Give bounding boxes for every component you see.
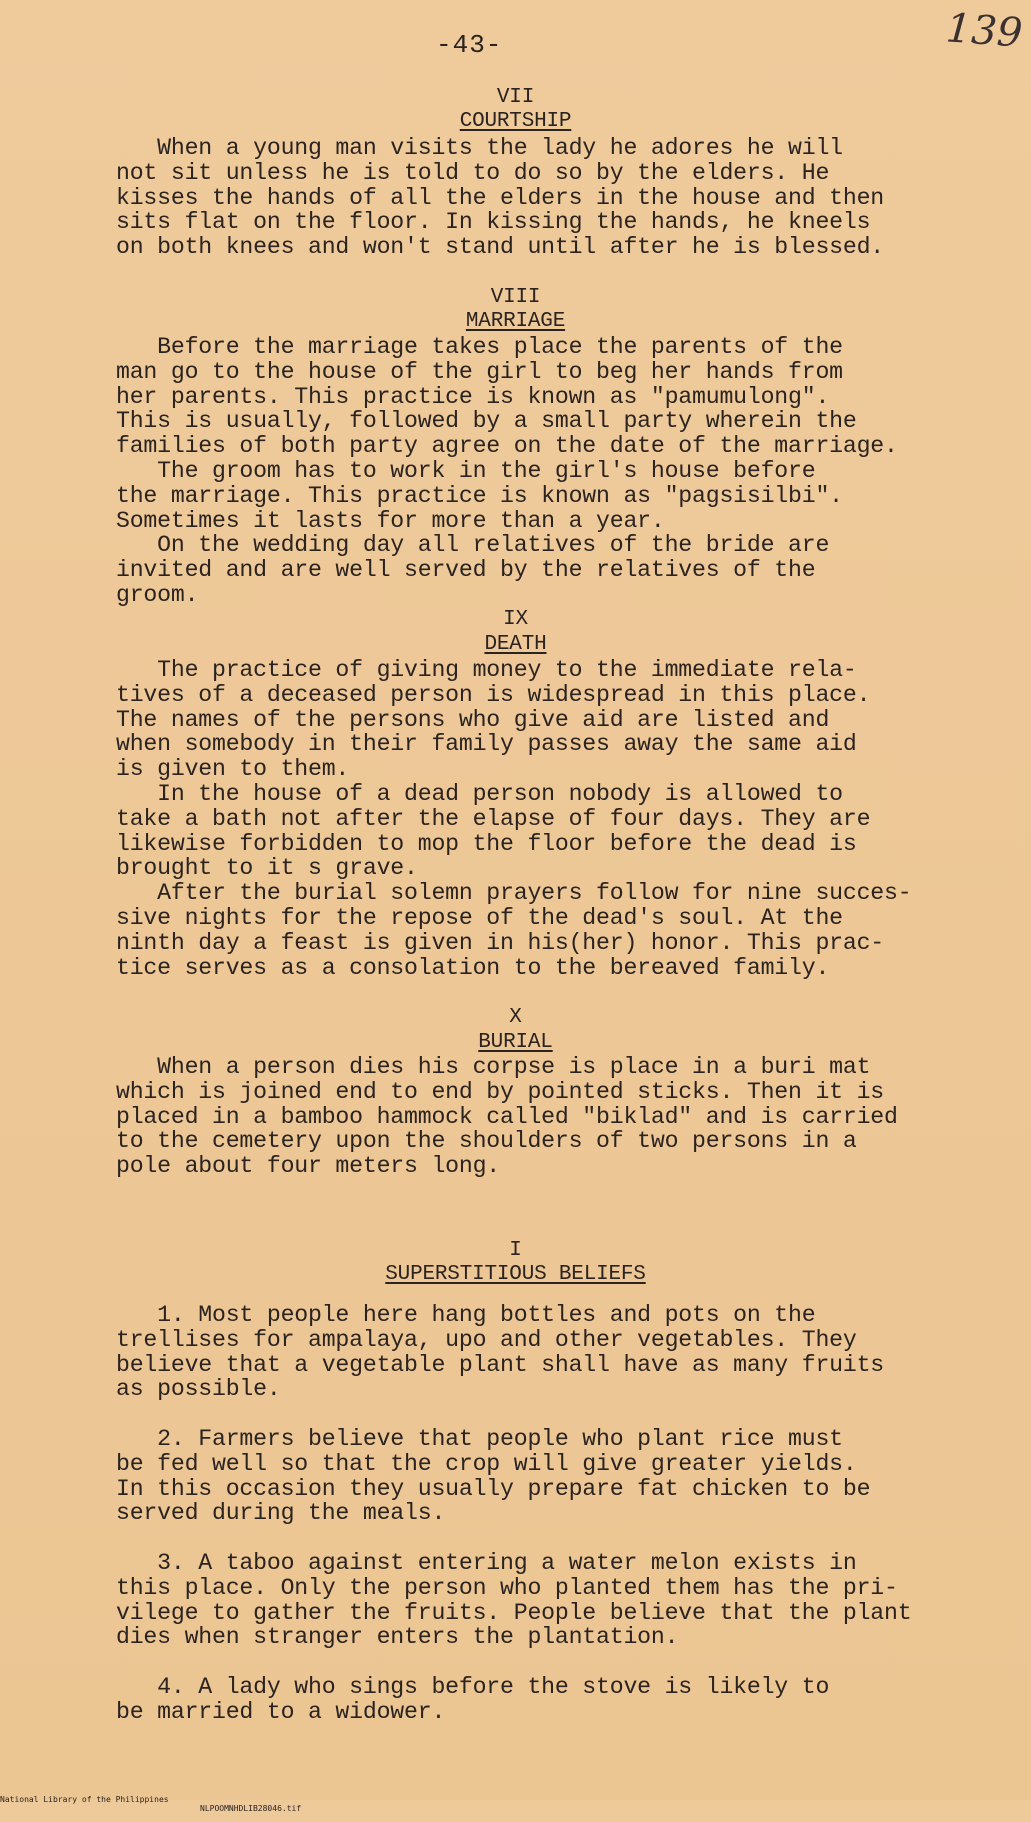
belief-item-1: 1. Most people here hang bottles and pots on the trellises for ampalaya, upo and other vegetables. They believe that a vegetable plant shall have as many fruits as possible. (116, 1302, 885, 1403)
section-title-death: DEATH (484, 633, 547, 656)
section-title-superstitions: SUPERSTITIOUS BELIEFS (385, 1263, 646, 1286)
handwritten-folio-number: 139 (944, 5, 1024, 57)
section-numeral-death: IX (503, 608, 528, 631)
section-body-marriage: Before the marriage takes place the parents of the man go to the house of the girl to beg her hands from her parents. This practice is known as "pamumulong". This is usually, followed by a small party wherein the families of both party agree on the date of the marriage. The groom has to work in the girl's house before the marriage. This practice is known as "pagsisilbi". Sometimes it lasts for more than a year. On the wedding day all relatives of the bride are invited and are well served by the relatives of the groom. (116, 334, 898, 608)
section-numeral-marriage: VIII (490, 286, 541, 309)
section-title-courtship: COURTSHIP (459, 110, 572, 133)
section-numeral-burial: X (509, 1006, 522, 1029)
section-body-courtship: When a young man visits the lady he adores he will not sit unless he is told to do so by the elders. He kisses the hands of all the elders in the house and then sits flat on the floor. In kissing the hands, he kneels on both knees and won't stand until after he is blessed. (116, 135, 885, 261)
section-title-burial: BURIAL (478, 1031, 553, 1054)
section-numeral-courtship: VII (496, 86, 535, 109)
belief-item-3: 3. A taboo against entering a water melon exists in this place. Only the person who planted them has the pri- vilege to gather the fruits. People believe that the plant dies when stranger enters the plantation. (116, 1550, 912, 1651)
footer-file-name: NLPOOMNHDLIB28046.tif (200, 1804, 302, 1813)
section-body-death: The practice of giving money to the immediate rela- tives of a deceased person is widespread in this place. The names of the persons who give aid are listed and when somebody in their family passes away the same aid is given to them. In the house of a dead person nobody is allowed to take a bath not after the elapse of four days. They are likewise forbidden to mop the floor before the dead is brought to it s grave. After the burial solemn prayers follow for nine succes- sive nights for the repose of the dead's soul. At the ninth day a feast is given in his(her) honor. This prac- tice serves as a consolation to the bereaved family. (116, 657, 912, 981)
section-title-marriage: MARRIAGE (465, 310, 566, 333)
footer-library-name: National Library of the Philippines (0, 1795, 169, 1804)
page-number: -43- (436, 30, 503, 60)
belief-item-4: 4. A lady who sings before the stove is likely to be married to a widower. (116, 1674, 830, 1725)
section-body-burial: When a person dies his corpse is place in a buri mat which is joined end to end by pointed sticks. Then it is placed in a bamboo hammock called "biklad" and is carried to the cemetery upon the shoulders of two persons in a pole about four meters long. (116, 1054, 898, 1180)
section-numeral-superstitions: I (509, 1239, 522, 1262)
archive-footer (0, 1786, 302, 1822)
belief-item-2: 2. Farmers believe that people who plant rice must be fed well so that the crop will give greater yields. In this occasion they usually prepare fat chicken to be served during the meals. (116, 1426, 871, 1527)
